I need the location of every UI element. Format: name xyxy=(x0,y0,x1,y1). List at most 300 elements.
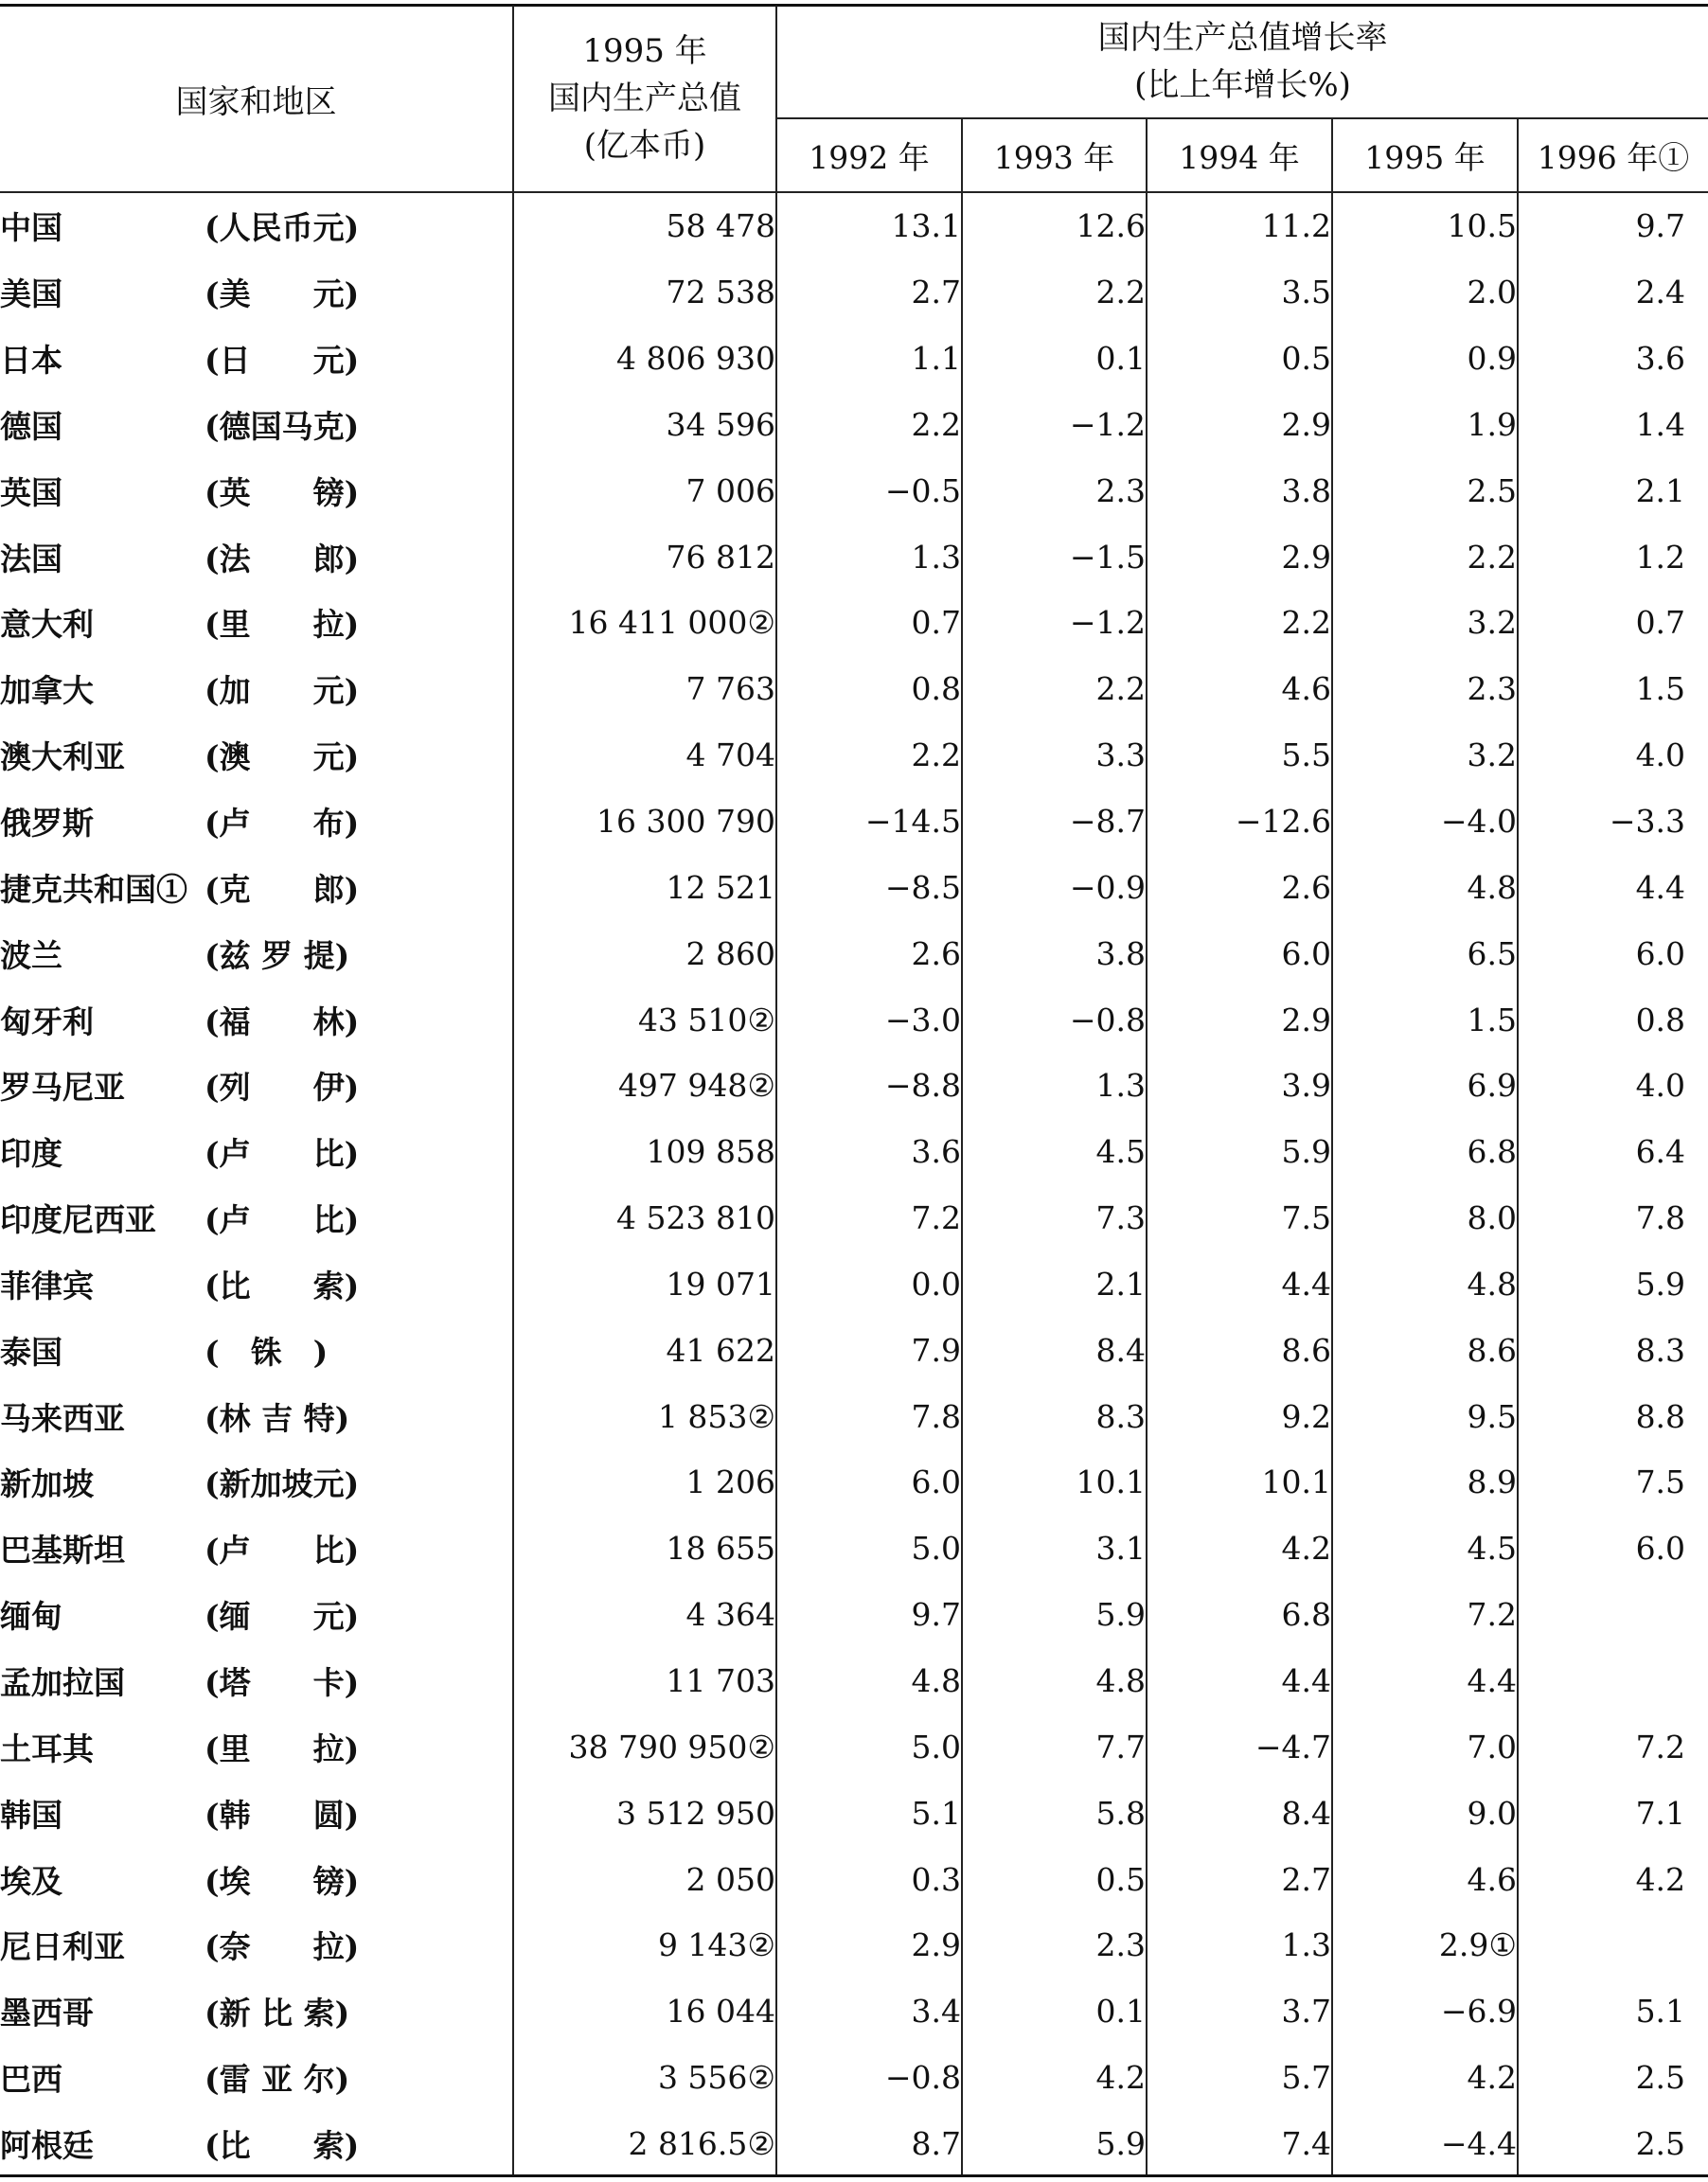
growth-rate-1994: 7.4 xyxy=(1147,2110,1332,2176)
country-cell xyxy=(0,1053,513,1119)
growth-rate-1992: 1.3 xyxy=(776,523,962,590)
country-name: 土耳其 xyxy=(0,1730,94,1767)
growth-rate-1996: 7.1 xyxy=(1635,1794,1686,1832)
gdp-value: 41 622 xyxy=(513,1317,776,1383)
growth-rate-1995: 7.2 xyxy=(1332,1582,1518,1648)
table-row xyxy=(0,1251,1708,1318)
growth-rate-1996: −3.3 xyxy=(1609,803,1686,841)
gdp-table xyxy=(0,6,1708,2176)
growth-rate-1994: 0.5 xyxy=(1147,326,1332,392)
growth-rate-1994: −12.6 xyxy=(1147,789,1332,855)
gdp-value: 19 071 xyxy=(513,1251,776,1318)
growth-rate-1992: 0.8 xyxy=(776,656,962,722)
table-row xyxy=(0,986,1708,1053)
growth-rate-1993: −0.9 xyxy=(962,854,1147,920)
growth-rate-1992: 9.7 xyxy=(776,1582,962,1648)
table-row xyxy=(0,1449,1708,1516)
growth-rate-1996 xyxy=(1518,1912,1708,1978)
country-cell xyxy=(0,656,513,722)
gdp-value: 34 596 xyxy=(513,392,776,458)
growth-rate-1995: −6.9 xyxy=(1332,1978,1518,2045)
country-name: 韩国 xyxy=(0,1796,62,1834)
country-name: 捷克共和国① xyxy=(0,870,187,908)
table-row xyxy=(0,1119,1708,1185)
header-gdp-1995 xyxy=(513,6,776,192)
growth-rate-1993: 5.9 xyxy=(962,2110,1147,2176)
table-row xyxy=(0,854,1708,920)
country-name: 泰国 xyxy=(0,1333,62,1371)
growth-rate-1996 xyxy=(1518,1648,1708,1714)
growth-rate-1992: 13.1 xyxy=(776,192,962,259)
currency-unit: (新加坡元) xyxy=(205,1465,360,1503)
growth-rate-1994: 2.9 xyxy=(1147,392,1332,458)
growth-rate-1995: 2.2 xyxy=(1332,523,1518,590)
table-bottom-rule xyxy=(0,2174,1708,2177)
header-year-1992: 1992 年 xyxy=(776,118,962,192)
currency-unit: ( 铢 ) xyxy=(205,1333,329,1371)
growth-rate-1995: 4.2 xyxy=(1332,2045,1518,2111)
growth-rate-1994: 7.5 xyxy=(1147,1185,1332,1251)
gdp-value: 497 948② xyxy=(513,1053,776,1119)
growth-rate-1992: −3.0 xyxy=(776,986,962,1053)
growth-rate-1994: 2.9 xyxy=(1147,986,1332,1053)
gdp-value: 9 143② xyxy=(513,1912,776,1978)
growth-rate-1992: 1.1 xyxy=(776,326,962,392)
growth-rate-1994: 4.4 xyxy=(1147,1251,1332,1318)
growth-rate-1993: 2.2 xyxy=(962,259,1147,326)
growth-rate-1992: 2.9 xyxy=(776,1912,962,1978)
growth-rate-1996: 4.2 xyxy=(1635,1860,1686,1898)
country-cell xyxy=(0,1383,513,1449)
gdp-value: 4 806 930 xyxy=(513,326,776,392)
country-name: 印度尼西亚 xyxy=(0,1201,156,1239)
currency-unit: (奈 拉) xyxy=(205,1928,360,1966)
growth-rate-1996: 5.9 xyxy=(1635,1265,1686,1303)
header-growth-line1: 国内生产总值增长率 xyxy=(1097,19,1388,57)
currency-unit: (缅 元) xyxy=(205,1598,360,1636)
header-year-1994: 1994 年 xyxy=(1147,118,1332,192)
country-name: 马来西亚 xyxy=(0,1399,125,1437)
currency-unit: (里 拉) xyxy=(205,606,360,644)
growth-rate-1995: 2.9① xyxy=(1332,1912,1518,1978)
country-name: 日本 xyxy=(0,342,62,380)
country-name: 意大利 xyxy=(0,606,94,644)
country-cell xyxy=(0,1185,513,1251)
currency-unit: (卢 比) xyxy=(205,1201,360,1239)
growth-rate-1994: 10.1 xyxy=(1147,1449,1332,1516)
currency-unit: (塔 卡) xyxy=(205,1663,360,1701)
growth-rate-1996: 1.5 xyxy=(1635,670,1686,708)
growth-rate-1993: 2.3 xyxy=(962,1912,1147,1978)
gdp-value: 58 478 xyxy=(513,192,776,259)
currency-unit: (英 镑) xyxy=(205,473,360,511)
growth-rate-1993: 0.1 xyxy=(962,1978,1147,2045)
growth-rate-1992: 5.0 xyxy=(776,1713,962,1780)
gdp-value: 16 300 790 xyxy=(513,789,776,855)
growth-rate-1992: 0.0 xyxy=(776,1251,962,1318)
currency-unit: (卢 布) xyxy=(205,805,360,843)
gdp-value: 7 763 xyxy=(513,656,776,722)
country-name: 菲律宾 xyxy=(0,1267,94,1304)
growth-rate-1992: −0.8 xyxy=(776,2045,962,2111)
growth-rate-1993: 0.1 xyxy=(962,326,1147,392)
currency-unit: (比 索) xyxy=(205,2126,360,2164)
table-row xyxy=(0,1978,1708,2045)
growth-rate-1994: 2.9 xyxy=(1147,523,1332,590)
currency-unit: (人民币元) xyxy=(205,209,360,247)
growth-rate-1993: 4.2 xyxy=(962,2045,1147,2111)
growth-rate-1992: −8.5 xyxy=(776,854,962,920)
country-cell xyxy=(0,1978,513,2045)
currency-unit: (克 郎) xyxy=(205,870,360,908)
growth-rate-1993: 2.3 xyxy=(962,457,1147,523)
growth-rate-1994: 4.2 xyxy=(1147,1516,1332,1582)
growth-rate-1996: 6.4 xyxy=(1635,1133,1686,1171)
gdp-value: 3 512 950 xyxy=(513,1780,776,1846)
growth-rate-1994: 8.6 xyxy=(1147,1317,1332,1383)
growth-rate-1996: 4.0 xyxy=(1635,1067,1686,1105)
currency-unit: (美 元) xyxy=(205,275,360,313)
table-row xyxy=(0,722,1708,789)
country-name: 尼日利亚 xyxy=(0,1928,125,1966)
growth-rate-1996: 8.8 xyxy=(1635,1397,1686,1435)
growth-rate-1993: −0.8 xyxy=(962,986,1147,1053)
gdp-value: 3 556② xyxy=(513,2045,776,2111)
growth-rate-1993: 7.3 xyxy=(962,1185,1147,1251)
table-row xyxy=(0,392,1708,458)
growth-rate-1994: 1.3 xyxy=(1147,1912,1332,1978)
country-cell xyxy=(0,2110,513,2176)
currency-unit: (列 伊) xyxy=(205,1069,360,1107)
gdp-value: 16 411 000② xyxy=(513,590,776,656)
growth-rate-1993: 0.5 xyxy=(962,1846,1147,1912)
currency-unit: (福 林) xyxy=(205,1002,360,1040)
currency-unit: (卢 比) xyxy=(205,1532,360,1570)
growth-rate-1995: 3.2 xyxy=(1332,722,1518,789)
table-row xyxy=(0,1713,1708,1780)
growth-rate-1993: −1.2 xyxy=(962,392,1147,458)
growth-rate-1992: 0.7 xyxy=(776,590,962,656)
country-cell xyxy=(0,1648,513,1714)
country-cell xyxy=(0,457,513,523)
growth-rate-1994: 6.0 xyxy=(1147,920,1332,986)
growth-rate-1992: 7.9 xyxy=(776,1317,962,1383)
growth-rate-1995: 9.0 xyxy=(1332,1780,1518,1846)
table-body xyxy=(0,192,1708,2176)
currency-unit: (埃 镑) xyxy=(205,1862,360,1900)
header-year-1995: 1995 年 xyxy=(1332,118,1518,192)
growth-rate-1994: 8.4 xyxy=(1147,1780,1332,1846)
country-name: 新加坡 xyxy=(0,1465,94,1503)
country-cell xyxy=(0,1582,513,1648)
table-row xyxy=(0,1516,1708,1582)
growth-rate-1993: 5.8 xyxy=(962,1780,1147,1846)
country-name: 巴西 xyxy=(0,2061,62,2099)
country-name: 英国 xyxy=(0,473,62,511)
growth-rate-1996: 3.6 xyxy=(1635,340,1686,378)
growth-rate-1996: 2.4 xyxy=(1635,274,1686,311)
growth-rate-1994: 4.4 xyxy=(1147,1648,1332,1714)
country-cell xyxy=(0,1251,513,1318)
currency-unit: (卢 比) xyxy=(205,1135,360,1173)
country-name: 巴基斯坦 xyxy=(0,1532,125,1570)
growth-rate-1994: 3.9 xyxy=(1147,1053,1332,1119)
growth-rate-1995: 6.8 xyxy=(1332,1119,1518,1185)
table-row xyxy=(0,656,1708,722)
table-row xyxy=(0,590,1708,656)
growth-rate-1996: 7.8 xyxy=(1635,1199,1686,1237)
growth-rate-1995: 9.5 xyxy=(1332,1383,1518,1449)
growth-rate-1995: 1.9 xyxy=(1332,392,1518,458)
gdp-value: 1 206 xyxy=(513,1449,776,1516)
growth-rate-1996: 0.7 xyxy=(1635,604,1686,642)
growth-rate-1992: 7.2 xyxy=(776,1185,962,1251)
growth-rate-1993: 4.8 xyxy=(962,1648,1147,1714)
growth-rate-1994: −4.7 xyxy=(1147,1713,1332,1780)
country-cell xyxy=(0,2045,513,2111)
growth-rate-1994: 5.5 xyxy=(1147,722,1332,789)
currency-unit: (兹 罗 提) xyxy=(205,936,350,974)
growth-rate-1992: −8.8 xyxy=(776,1053,962,1119)
country-name: 缅甸 xyxy=(0,1598,62,1636)
country-name: 印度 xyxy=(0,1135,62,1173)
table-row xyxy=(0,789,1708,855)
currency-unit: (比 索) xyxy=(205,1267,360,1304)
growth-rate-1994: 3.7 xyxy=(1147,1978,1332,2045)
growth-rate-1995: 1.5 xyxy=(1332,986,1518,1053)
growth-rate-1995: 4.4 xyxy=(1332,1648,1518,1714)
currency-unit: (法 郎) xyxy=(205,540,360,577)
currency-unit: (日 元) xyxy=(205,342,360,380)
gdp-value: 38 790 950② xyxy=(513,1713,776,1780)
growth-rate-1993: 8.4 xyxy=(962,1317,1147,1383)
growth-rate-1995: 2.0 xyxy=(1332,259,1518,326)
growth-rate-1993: 10.1 xyxy=(962,1449,1147,1516)
country-cell xyxy=(0,1449,513,1516)
gdp-value: 43 510② xyxy=(513,986,776,1053)
growth-rate-1996: 7.2 xyxy=(1635,1728,1686,1765)
growth-rate-1996: 9.7 xyxy=(1635,207,1686,245)
growth-rate-1995: 8.6 xyxy=(1332,1317,1518,1383)
currency-unit: (里 拉) xyxy=(205,1730,360,1767)
country-cell xyxy=(0,920,513,986)
growth-rate-1993: −1.2 xyxy=(962,590,1147,656)
growth-rate-1993: −1.5 xyxy=(962,523,1147,590)
growth-rate-1992: −14.5 xyxy=(776,789,962,855)
growth-rate-1994: 4.6 xyxy=(1147,656,1332,722)
growth-rate-1994: 2.2 xyxy=(1147,590,1332,656)
gdp-value: 4 364 xyxy=(513,1582,776,1648)
header-year-1996: 1996 年① xyxy=(1518,118,1708,192)
gdp-value: 12 521 xyxy=(513,854,776,920)
growth-rate-1992: 5.0 xyxy=(776,1516,962,1582)
growth-rate-1994: 9.2 xyxy=(1147,1383,1332,1449)
growth-rate-1993: 3.3 xyxy=(962,722,1147,789)
country-name: 埃及 xyxy=(0,1862,62,1900)
currency-unit: (澳 元) xyxy=(205,738,360,776)
country-name: 匈牙利 xyxy=(0,1002,94,1040)
country-name: 澳大利亚 xyxy=(0,738,125,776)
growth-rate-1992: 3.6 xyxy=(776,1119,962,1185)
country-cell xyxy=(0,1317,513,1383)
growth-rate-1992: 2.2 xyxy=(776,392,962,458)
country-cell xyxy=(0,259,513,326)
table-row xyxy=(0,1582,1708,1648)
country-name: 波兰 xyxy=(0,936,62,974)
table-row xyxy=(0,920,1708,986)
header-growth-rate xyxy=(776,6,1708,118)
gdp-value: 7 006 xyxy=(513,457,776,523)
country-cell xyxy=(0,192,513,259)
growth-rate-1992: −0.5 xyxy=(776,457,962,523)
gdp-value: 76 812 xyxy=(513,523,776,590)
gdp-value: 4 704 xyxy=(513,722,776,789)
header-gdp-line3: (亿本币) xyxy=(583,127,706,165)
growth-rate-1992: 0.3 xyxy=(776,1846,962,1912)
country-cell xyxy=(0,1713,513,1780)
country-cell xyxy=(0,789,513,855)
gdp-value: 72 538 xyxy=(513,259,776,326)
growth-rate-1995: 7.0 xyxy=(1332,1713,1518,1780)
country-name: 俄罗斯 xyxy=(0,805,94,843)
country-name: 孟加拉国 xyxy=(0,1663,125,1701)
growth-rate-1996: 2.5 xyxy=(1635,2059,1686,2097)
country-cell xyxy=(0,1912,513,1978)
table-row xyxy=(0,1317,1708,1383)
growth-rate-1995: 6.9 xyxy=(1332,1053,1518,1119)
country-cell xyxy=(0,1780,513,1846)
growth-rate-1995: 0.9 xyxy=(1332,326,1518,392)
country-name: 美国 xyxy=(0,275,62,313)
growth-rate-1992: 2.6 xyxy=(776,920,962,986)
gdp-value: 11 703 xyxy=(513,1648,776,1714)
growth-rate-1996: 1.4 xyxy=(1635,405,1686,443)
gdp-value: 2 816.5② xyxy=(513,2110,776,2176)
growth-rate-1996: 2.5 xyxy=(1635,2124,1686,2162)
growth-rate-1994: 6.8 xyxy=(1147,1582,1332,1648)
growth-rate-1993: 2.1 xyxy=(962,1251,1147,1318)
country-name: 法国 xyxy=(0,540,62,577)
header-country-region: 国家和地区 xyxy=(0,6,513,192)
growth-rate-1996: 0.8 xyxy=(1635,1001,1686,1038)
gdp-value: 4 523 810 xyxy=(513,1185,776,1251)
growth-rate-1996: 1.2 xyxy=(1635,538,1686,576)
header-year-1993: 1993 年 xyxy=(962,118,1147,192)
growth-rate-1994: 2.7 xyxy=(1147,1846,1332,1912)
growth-rate-1996: 5.1 xyxy=(1635,1993,1686,2031)
table-row xyxy=(0,259,1708,326)
table-row xyxy=(0,457,1708,523)
country-cell xyxy=(0,986,513,1053)
table-row xyxy=(0,1780,1708,1846)
currency-unit: (韩 圆) xyxy=(205,1796,360,1834)
growth-rate-1994: 3.8 xyxy=(1147,457,1332,523)
currency-unit: (雷 亚 尔) xyxy=(205,2061,350,2099)
growth-rate-1995: 4.8 xyxy=(1332,1251,1518,1318)
country-name: 中国 xyxy=(0,209,62,247)
country-name: 加拿大 xyxy=(0,672,94,710)
growth-rate-1993: 12.6 xyxy=(962,192,1147,259)
growth-rate-1992: 5.1 xyxy=(776,1780,962,1846)
growth-rate-1995: 8.9 xyxy=(1332,1449,1518,1516)
table-row xyxy=(0,192,1708,259)
growth-rate-1996: 7.5 xyxy=(1635,1464,1686,1501)
growth-rate-1996: 4.0 xyxy=(1635,736,1686,774)
growth-rate-1995: 2.5 xyxy=(1332,457,1518,523)
gdp-value: 2 860 xyxy=(513,920,776,986)
growth-rate-1995: 2.3 xyxy=(1332,656,1518,722)
growth-rate-1996: 2.1 xyxy=(1635,471,1686,509)
growth-rate-1992: 7.8 xyxy=(776,1383,962,1449)
growth-rate-1993: 7.7 xyxy=(962,1713,1147,1780)
country-cell xyxy=(0,326,513,392)
growth-rate-1992: 4.8 xyxy=(776,1648,962,1714)
country-name: 墨西哥 xyxy=(0,1995,94,2032)
growth-rate-1992: 3.4 xyxy=(776,1978,962,2045)
country-cell xyxy=(0,1516,513,1582)
growth-rate-1995: 4.8 xyxy=(1332,854,1518,920)
growth-rate-1995: 4.6 xyxy=(1332,1846,1518,1912)
table-row xyxy=(0,1053,1708,1119)
growth-rate-1995: 6.5 xyxy=(1332,920,1518,986)
growth-rate-1996: 6.0 xyxy=(1635,934,1686,972)
growth-rate-1993: 5.9 xyxy=(962,1582,1147,1648)
country-cell xyxy=(0,1119,513,1185)
table-row xyxy=(0,2110,1708,2176)
country-cell xyxy=(0,392,513,458)
table-row xyxy=(0,1846,1708,1912)
growth-rate-1994: 5.7 xyxy=(1147,2045,1332,2111)
growth-rate-1992: 8.7 xyxy=(776,2110,962,2176)
growth-rate-1992: 6.0 xyxy=(776,1449,962,1516)
growth-rate-1993: 3.8 xyxy=(962,920,1147,986)
gdp-value: 18 655 xyxy=(513,1516,776,1582)
growth-rate-1993: 1.3 xyxy=(962,1053,1147,1119)
header-gdp-line2: 国内生产总值 xyxy=(548,80,741,117)
growth-rate-1993: −8.7 xyxy=(962,789,1147,855)
growth-rate-1993: 3.1 xyxy=(962,1516,1147,1582)
table-header xyxy=(0,6,1708,192)
table-row xyxy=(0,1185,1708,1251)
currency-unit: (加 元) xyxy=(205,672,360,710)
country-cell xyxy=(0,854,513,920)
growth-rate-1993: 2.2 xyxy=(962,656,1147,722)
growth-rate-1995: −4.0 xyxy=(1332,789,1518,855)
growth-rate-1994: 3.5 xyxy=(1147,259,1332,326)
currency-unit: (德国马克) xyxy=(205,407,360,445)
growth-rate-1993: 4.5 xyxy=(962,1119,1147,1185)
growth-rate-1994: 2.6 xyxy=(1147,854,1332,920)
table-row xyxy=(0,1912,1708,1978)
gdp-value: 109 858 xyxy=(513,1119,776,1185)
growth-rate-1996: 6.0 xyxy=(1635,1530,1686,1568)
country-cell xyxy=(0,722,513,789)
table-row xyxy=(0,1383,1708,1449)
country-cell xyxy=(0,523,513,590)
growth-rate-1996: 8.3 xyxy=(1635,1331,1686,1369)
currency-unit: (林 吉 特) xyxy=(205,1399,350,1437)
country-cell xyxy=(0,590,513,656)
gdp-value: 2 050 xyxy=(513,1846,776,1912)
table-row xyxy=(0,523,1708,590)
growth-rate-1994: 5.9 xyxy=(1147,1119,1332,1185)
gdp-value: 16 044 xyxy=(513,1978,776,2045)
country-cell xyxy=(0,1846,513,1912)
growth-rate-1994: 11.2 xyxy=(1147,192,1332,259)
growth-rate-1995: 3.2 xyxy=(1332,590,1518,656)
header-growth-line2: (比上年增长%) xyxy=(1134,66,1351,104)
header-gdp-line1: 1995 年 xyxy=(582,32,707,70)
